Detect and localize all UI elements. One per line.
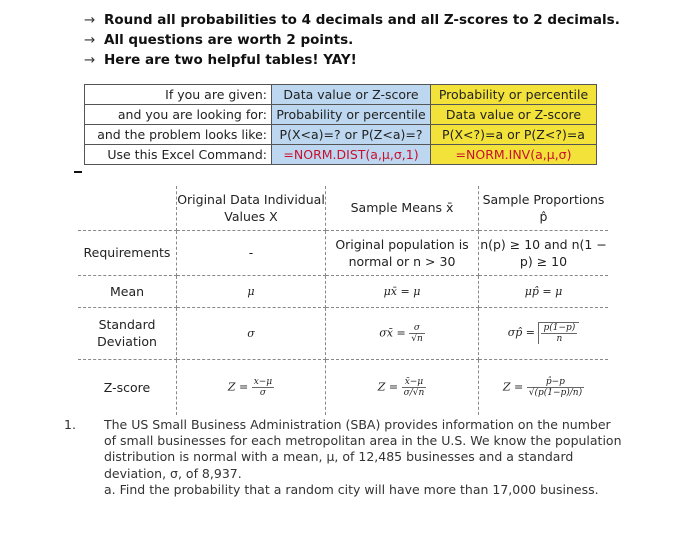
cell: μx̄ = μ [326, 275, 479, 307]
arrow-icon: → [84, 32, 96, 48]
fraction: $\frac{p̂-p}{√(p(1-p)/n)}$ [528, 376, 583, 398]
cell: μp̂ = μ [479, 275, 609, 307]
excel-commands-table [84, 84, 597, 165]
dist-cell: Data value or Z-score [272, 85, 431, 105]
fraction: $\frac{x-\mu}{\sigma}$ [253, 376, 273, 398]
problem-number: 1. [64, 417, 76, 432]
sampling-distribution-table [78, 186, 608, 415]
row-label: Mean [78, 275, 177, 307]
table-row [85, 125, 597, 145]
table-row [85, 145, 597, 165]
header-individual-values: Original Data Individual Values X [177, 186, 326, 230]
table-row [85, 105, 597, 125]
inv-cell: P(X<?)=a or P(Z<?)=a [431, 125, 597, 145]
cell: Z = $\frac{p̂-p}{√(p(1-p)/n)}$ [479, 359, 609, 415]
corner-cell [78, 186, 177, 230]
cell: - [177, 230, 326, 275]
cell: Z = $\frac{x-\mu}{\sigma}$ [177, 359, 326, 415]
row-label: Use this Excel Command: [85, 145, 272, 165]
dist-cell: P(X<a)=? or P(Z<a)=? [272, 125, 431, 145]
fraction: $\frac{p(1-p)}{n}$ [543, 323, 576, 344]
header-sample-proportions: Sample Proportions p̂ [479, 186, 609, 230]
table-row [78, 186, 608, 230]
cell: σ [177, 307, 326, 359]
row-label: and the problem looks like: [85, 125, 272, 145]
sqrt-expression [538, 322, 579, 344]
row-label: and you are looking for: [85, 105, 272, 125]
cell: μ [177, 275, 326, 307]
dash-mark [74, 171, 82, 173]
table-row [78, 275, 608, 307]
arrow-icon: → [84, 52, 96, 68]
row-label: Standard Deviation [78, 307, 177, 359]
instructions-list [84, 10, 620, 70]
cell: σx̄ = $\frac{\sigma}{√n}$ [326, 307, 479, 359]
row-label: Z-score [78, 359, 177, 415]
norm-inv-command: =NORM.INV(a,μ,σ) [431, 145, 597, 165]
table-row [78, 359, 608, 415]
fraction: $\frac{\sigma}{√n}$ [411, 322, 423, 344]
table-row [78, 307, 608, 359]
cell: σp̂ = $\frac{p(1-p)}{n}$ [479, 307, 609, 359]
problem-text: The US Small Business Administration (SBA) provides information on the number of small businesses for each metropolitan area in the U.S. We know the population distribution is normal with a mean, μ, of 12,485 businesses and a standard deviation, σ, of 8,937. [104, 417, 622, 481]
arrow-icon: → [84, 12, 96, 28]
dist-cell: Probability or percentile [272, 105, 431, 125]
fraction: $\frac{x̄-\mu}{\sigma/√n}$ [403, 376, 425, 398]
instruction-item: → Here are two helpful tables! YAY! [84, 52, 357, 68]
table-row [78, 230, 608, 275]
inv-cell: Probability or percentile [431, 85, 597, 105]
cell: Z = $\frac{x̄-\mu}{\sigma/√n}$ [326, 359, 479, 415]
problem-1 [64, 417, 624, 498]
instruction-item: → Round all probabilities to 4 decimals and all Z-scores to 2 decimals. [84, 12, 620, 28]
cell: n(p) ≥ 10 and n(1 − p) ≥ 10 [479, 230, 609, 275]
cell: Original population is normal or n > 30 [326, 230, 479, 275]
table-row [85, 85, 597, 105]
instruction-item: → All questions are worth 2 points. [84, 32, 354, 48]
inv-cell: Data value or Z-score [431, 105, 597, 125]
row-label: If you are given: [85, 85, 272, 105]
row-label: Requirements [78, 230, 177, 275]
problem-part-a: a. Find the probability that a random city will have more than 17,000 business. [104, 481, 599, 497]
header-sample-means: Sample Means x̄ [326, 186, 479, 230]
norm-dist-command: =NORM.DIST(a,μ,σ,1) [272, 145, 431, 165]
